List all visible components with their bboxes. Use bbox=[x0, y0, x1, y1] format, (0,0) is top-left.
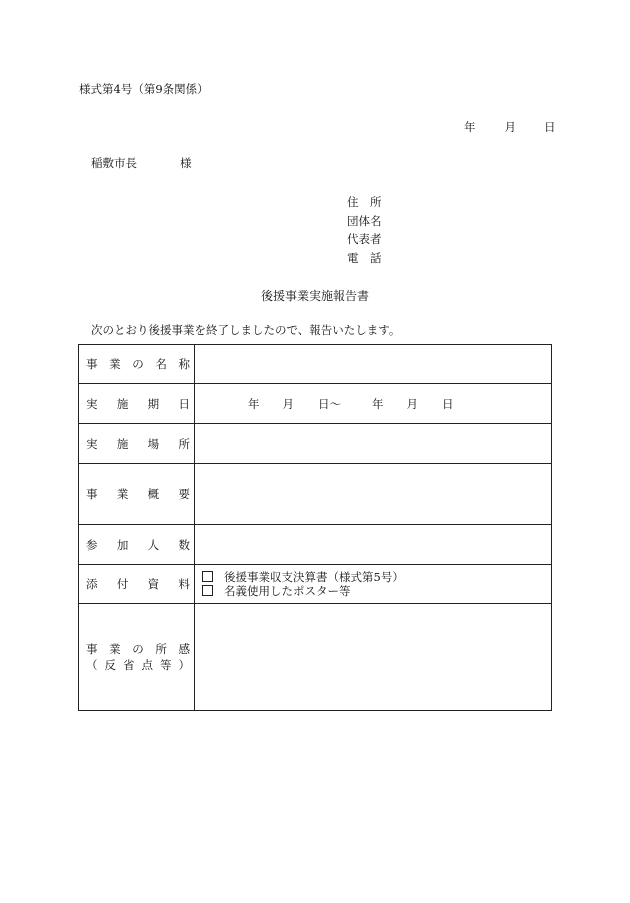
row-label bbox=[79, 384, 195, 424]
address-label: 住 所 bbox=[347, 195, 382, 209]
date-year: 年 bbox=[464, 120, 476, 134]
report-table bbox=[78, 344, 552, 711]
period-year-start: 年 bbox=[248, 396, 260, 411]
table-row bbox=[79, 525, 552, 565]
label-char: 場 bbox=[147, 436, 160, 451]
label-char: 加 bbox=[116, 537, 129, 552]
label-event-name bbox=[86, 356, 190, 372]
checkbox-icon[interactable] bbox=[202, 585, 213, 596]
label-char: 事 bbox=[86, 357, 98, 371]
label-char: ） bbox=[178, 658, 190, 672]
label-char: 数 bbox=[178, 537, 190, 552]
label-char: 省 bbox=[123, 658, 135, 672]
label-char: 名 bbox=[155, 357, 167, 371]
label-char: 所 bbox=[178, 436, 190, 451]
addressee-honorific: 様 bbox=[180, 156, 192, 170]
period-month-start: 月 bbox=[282, 396, 294, 411]
label-char: 業 bbox=[109, 642, 121, 656]
phone-label: 電 話 bbox=[347, 250, 382, 265]
row-label bbox=[79, 345, 195, 384]
label-char: 施 bbox=[116, 396, 129, 411]
label-char: 施 bbox=[116, 436, 129, 451]
row-label bbox=[79, 464, 195, 525]
label-char: の bbox=[132, 357, 144, 371]
label-char: 感 bbox=[178, 642, 190, 656]
label-char: 称 bbox=[178, 357, 190, 371]
label-char: 業 bbox=[116, 487, 129, 501]
label-participants bbox=[86, 537, 190, 553]
document-title: 後援事業実施報告書 bbox=[260, 289, 369, 303]
applicant-block bbox=[347, 193, 382, 267]
label-char: 参 bbox=[86, 537, 98, 552]
label-char: 付 bbox=[116, 577, 129, 591]
submission-date bbox=[464, 119, 556, 135]
label-char: の bbox=[132, 642, 144, 656]
participants-field[interactable] bbox=[195, 525, 552, 565]
label-char: 業 bbox=[109, 357, 121, 371]
attachment-item bbox=[202, 570, 551, 584]
label-venue bbox=[86, 436, 190, 452]
attachments-field bbox=[195, 565, 552, 604]
label-char: 点 bbox=[141, 658, 153, 672]
table-row bbox=[79, 464, 552, 525]
label-reflection-line1 bbox=[86, 641, 190, 657]
period-year-end: 年 bbox=[372, 396, 384, 411]
label-char: 事 bbox=[86, 642, 98, 656]
attachment-item bbox=[202, 584, 551, 598]
label-char: 料 bbox=[178, 577, 190, 591]
label-char: （ bbox=[86, 658, 98, 672]
label-reflection-line2 bbox=[86, 657, 190, 673]
event-name-field[interactable] bbox=[195, 345, 552, 384]
representative-label: 代表者 bbox=[347, 232, 382, 246]
label-char: 等 bbox=[160, 658, 172, 672]
event-date-field[interactable] bbox=[195, 384, 552, 424]
label-char: 要 bbox=[178, 487, 190, 501]
label-attachments bbox=[86, 576, 190, 592]
label-char: 日 bbox=[178, 396, 190, 411]
date-month: 月 bbox=[504, 120, 516, 134]
date-day: 日 bbox=[544, 120, 556, 134]
table-row bbox=[79, 424, 552, 464]
label-summary bbox=[86, 486, 190, 502]
label-char: 概 bbox=[147, 487, 160, 501]
row-label bbox=[79, 525, 195, 565]
table-row bbox=[79, 345, 552, 384]
addressee bbox=[91, 155, 192, 171]
label-char: 資 bbox=[147, 577, 160, 591]
intro-text: 次のとおり後援事業を終了しましたので、報告いたします。 bbox=[91, 323, 401, 337]
table-row bbox=[79, 384, 552, 424]
attachment-label: 名義使用したポスター等 bbox=[224, 584, 351, 598]
label-char: 実 bbox=[86, 396, 98, 411]
period-month-end: 月 bbox=[406, 396, 418, 411]
period-day-start: 日～ bbox=[318, 396, 341, 411]
table-row bbox=[79, 565, 552, 604]
label-char: 人 bbox=[147, 537, 160, 552]
summary-field[interactable] bbox=[195, 464, 552, 525]
label-char: 期 bbox=[147, 396, 160, 411]
label-reflection bbox=[86, 641, 190, 673]
venue-field[interactable] bbox=[195, 424, 552, 464]
period-day-end: 日 bbox=[442, 396, 454, 411]
label-date bbox=[86, 396, 190, 412]
row-label bbox=[79, 565, 195, 604]
table-row bbox=[79, 604, 552, 711]
label-char: 反 bbox=[104, 658, 116, 672]
reflection-field[interactable] bbox=[195, 604, 552, 711]
label-char: 実 bbox=[86, 436, 98, 451]
checkbox-icon[interactable] bbox=[202, 571, 213, 582]
label-char: 事 bbox=[86, 487, 98, 501]
organization-label: 団体名 bbox=[347, 213, 382, 228]
attachment-label: 後援事業収支決算書（様式第5号） bbox=[224, 570, 404, 584]
row-label bbox=[79, 424, 195, 464]
row-label bbox=[79, 604, 195, 711]
form-number: 様式第4号（第9条関係） bbox=[79, 82, 209, 96]
addressee-name: 稲敷市長 bbox=[91, 156, 137, 170]
label-char: 所 bbox=[155, 642, 167, 656]
label-char: 添 bbox=[86, 577, 98, 591]
